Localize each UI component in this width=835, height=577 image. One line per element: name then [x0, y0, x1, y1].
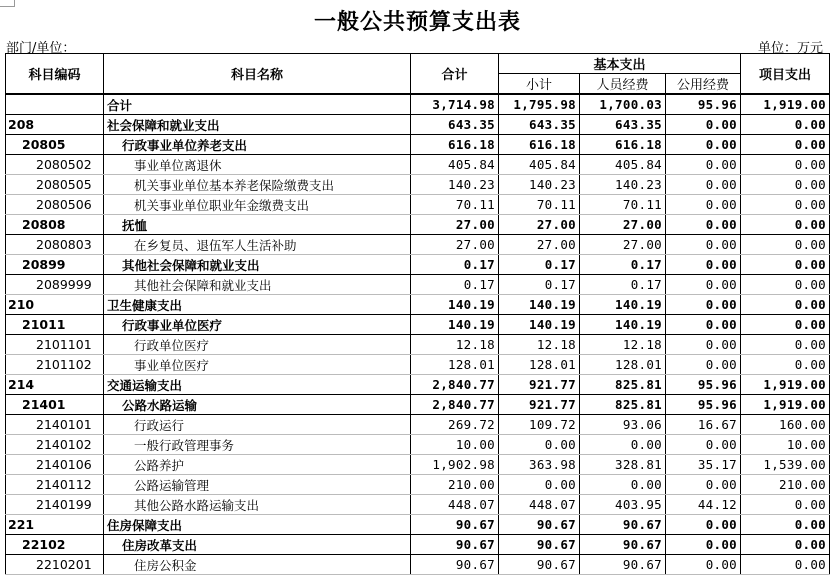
- cell-subtotal: 90.67: [499, 555, 580, 575]
- cell-public: 0.00: [666, 295, 741, 315]
- cell-name: 住房公积金: [104, 555, 411, 575]
- table-row[interactable]: [6, 255, 830, 275]
- cell-personnel: 90.67: [580, 555, 666, 575]
- cell-total: 140.19: [411, 315, 499, 335]
- cell-total: 269.72: [411, 415, 499, 435]
- cell-subtotal: 12.18: [499, 335, 580, 355]
- cell-public: 44.12: [666, 495, 741, 515]
- cell-personnel: 0.17: [580, 275, 666, 295]
- cell-subtotal: 27.00: [499, 215, 580, 235]
- cell-name: 其他社会保障和就业支出: [104, 275, 411, 295]
- cell-public: 0.00: [666, 175, 741, 195]
- cell-name: 事业单位离退休: [104, 155, 411, 175]
- table-row[interactable]: [6, 375, 830, 395]
- cell-total: 90.67: [411, 515, 499, 535]
- cell-subtotal: 921.77: [499, 395, 580, 415]
- cell-personnel: 403.95: [580, 495, 666, 515]
- cell-project: 0.00: [741, 115, 830, 135]
- cell-code: 221: [6, 515, 104, 535]
- table-row[interactable]: [6, 175, 830, 195]
- cell-project: 0.00: [741, 555, 830, 575]
- cell-code: 214: [6, 375, 104, 395]
- cell-subtotal: 405.84: [499, 155, 580, 175]
- table-row[interactable]: [6, 395, 830, 415]
- cell-code: 20899: [6, 255, 104, 275]
- cell-code: 2140112: [6, 475, 104, 495]
- cell-total: 27.00: [411, 215, 499, 235]
- cell-subtotal: 0.00: [499, 435, 580, 455]
- cell-personnel: 140.19: [580, 315, 666, 335]
- cell-name: 行政事业单位医疗: [104, 315, 411, 335]
- header-project: 项目支出: [741, 54, 830, 95]
- cell-subtotal: 90.67: [499, 535, 580, 555]
- cell-subtotal: 140.23: [499, 175, 580, 195]
- cell-personnel: 140.23: [580, 175, 666, 195]
- cell-subtotal: 140.19: [499, 295, 580, 315]
- cell-total: 12.18: [411, 335, 499, 355]
- cell-public: 0.00: [666, 155, 741, 175]
- cell-public: 0.00: [666, 315, 741, 335]
- cell-name: 住房保障支出: [104, 515, 411, 535]
- cell-public: 0.00: [666, 475, 741, 495]
- cell-code: 20805: [6, 135, 104, 155]
- cell-code: 2080803: [6, 235, 104, 255]
- cell-personnel: 93.06: [580, 415, 666, 435]
- cell-public: 0.00: [666, 275, 741, 295]
- cell-public: 0.00: [666, 535, 741, 555]
- cell-name: 社会保障和就业支出: [104, 115, 411, 135]
- cell-total: 643.35: [411, 115, 499, 135]
- table-body: [6, 94, 830, 575]
- cell-personnel: 27.00: [580, 215, 666, 235]
- cell-personnel: 140.19: [580, 295, 666, 315]
- cell-public: 0.00: [666, 255, 741, 275]
- cell-total: 2,840.77: [411, 395, 499, 415]
- cell-name: 在乡复员、退伍军人生活补助: [104, 235, 411, 255]
- cell-personnel: 1,700.03: [580, 94, 666, 115]
- cell-project: 0.00: [741, 255, 830, 275]
- header-basic: 基本支出: [499, 54, 741, 74]
- table-row[interactable]: [6, 435, 830, 455]
- cell-code: 2101101: [6, 335, 104, 355]
- cell-code: 2080502: [6, 155, 104, 175]
- table-row[interactable]: [6, 235, 830, 255]
- cell-public: 95.96: [666, 94, 741, 115]
- header-personnel: 人员经费: [580, 74, 666, 95]
- cell-subtotal: 109.72: [499, 415, 580, 435]
- cell-project: 0.00: [741, 515, 830, 535]
- cell-name: 公路水路运输: [104, 395, 411, 415]
- cell-personnel: 12.18: [580, 335, 666, 355]
- cell-subtotal: 0.00: [499, 475, 580, 495]
- header-subtotal: 小计: [499, 74, 580, 95]
- table-row[interactable]: [6, 535, 830, 555]
- cell-code: 210: [6, 295, 104, 315]
- cell-public: 0.00: [666, 215, 741, 235]
- cell-subtotal: 1,795.98: [499, 94, 580, 115]
- table-row[interactable]: [6, 135, 830, 155]
- cell-total: 0.17: [411, 255, 499, 275]
- cell-personnel: 825.81: [580, 375, 666, 395]
- cell-personnel: 128.01: [580, 355, 666, 375]
- cell-public: 0.00: [666, 195, 741, 215]
- table-row[interactable]: [6, 295, 830, 315]
- cell-subtotal: 90.67: [499, 515, 580, 535]
- cell-public: 0.00: [666, 115, 741, 135]
- table-row[interactable]: [6, 275, 830, 295]
- table-row[interactable]: [6, 415, 830, 435]
- table-row[interactable]: [6, 495, 830, 515]
- cell-name: 住房改革支出: [104, 535, 411, 555]
- unit-label: 单位：万元: [757, 41, 823, 56]
- cell-code: 2089999: [6, 275, 104, 295]
- header-total: 合计: [411, 54, 499, 95]
- cell-personnel: 405.84: [580, 155, 666, 175]
- cell-personnel: 825.81: [580, 395, 666, 415]
- cell-name: 其他公路水路运输支出: [104, 495, 411, 515]
- cell-code: 21401: [6, 395, 104, 415]
- table-header: [6, 54, 830, 95]
- cell-subtotal: 363.98: [499, 455, 580, 475]
- cell-subtotal: 0.17: [499, 255, 580, 275]
- cell-project: 0.00: [741, 535, 830, 555]
- cell-name: 行政单位医疗: [104, 335, 411, 355]
- cell-public: 0.00: [666, 515, 741, 535]
- cell-personnel: 616.18: [580, 135, 666, 155]
- cell-name: 其他社会保障和就业支出: [104, 255, 411, 275]
- cell-subtotal: 27.00: [499, 235, 580, 255]
- table-row[interactable]: [6, 155, 830, 175]
- cell-total: 210.00: [411, 475, 499, 495]
- cell-code: 20808: [6, 215, 104, 235]
- cell-name: 公路养护: [104, 455, 411, 475]
- cell-project: 0.00: [741, 235, 830, 255]
- cell-public: 0.00: [666, 555, 741, 575]
- cell-public: 16.67: [666, 415, 741, 435]
- cell-public: 95.96: [666, 395, 741, 415]
- cell-total: 405.84: [411, 155, 499, 175]
- table-row[interactable]: [6, 315, 830, 335]
- cell-personnel: 70.11: [580, 195, 666, 215]
- cell-code: 2140101: [6, 415, 104, 435]
- cell-project: 0.00: [741, 295, 830, 315]
- header-public: 公用经费: [666, 74, 741, 95]
- table-row[interactable]: [6, 195, 830, 215]
- cell-public: 95.96: [666, 375, 741, 395]
- cell-personnel: 643.35: [580, 115, 666, 135]
- cell-project: 1,539.00: [741, 455, 830, 475]
- cell-subtotal: 128.01: [499, 355, 580, 375]
- cell-code: [6, 94, 104, 115]
- cell-name: 合计: [104, 94, 411, 115]
- cell-subtotal: 616.18: [499, 135, 580, 155]
- cell-personnel: 0.17: [580, 255, 666, 275]
- cell-total: 90.67: [411, 535, 499, 555]
- cell-name: 一般行政管理事务: [104, 435, 411, 455]
- cell-subtotal: 921.77: [499, 375, 580, 395]
- cell-personnel: 90.67: [580, 535, 666, 555]
- cell-code: 2210201: [6, 555, 104, 575]
- cell-public: 35.17: [666, 455, 741, 475]
- cell-project: 160.00: [741, 415, 830, 435]
- cell-total: 2,840.77: [411, 375, 499, 395]
- cell-total: 128.01: [411, 355, 499, 375]
- table-row[interactable]: [6, 515, 830, 535]
- cell-public: 0.00: [666, 435, 741, 455]
- cell-public: 0.00: [666, 335, 741, 355]
- cell-code: 2140199: [6, 495, 104, 515]
- cell-project: 1,919.00: [741, 375, 830, 395]
- cell-code: 2101102: [6, 355, 104, 375]
- cell-project: 0.00: [741, 215, 830, 235]
- cell-project: 0.00: [741, 335, 830, 355]
- cell-personnel: 0.00: [580, 475, 666, 495]
- cell-name: 行政运行: [104, 415, 411, 435]
- cell-code: 2140106: [6, 455, 104, 475]
- cell-project: 0.00: [741, 195, 830, 215]
- header-name: 科目名称: [104, 54, 411, 95]
- cell-project: 0.00: [741, 315, 830, 335]
- table-row[interactable]: [6, 115, 830, 135]
- cell-total: 616.18: [411, 135, 499, 155]
- header-code: 科目编码: [6, 54, 104, 95]
- cell-subtotal: 140.19: [499, 315, 580, 335]
- cell-personnel: 90.67: [580, 515, 666, 535]
- cell-code: 21011: [6, 315, 104, 335]
- cell-public: 0.00: [666, 135, 741, 155]
- cell-subtotal: 643.35: [499, 115, 580, 135]
- cell-public: 0.00: [666, 235, 741, 255]
- cell-code: 2080506: [6, 195, 104, 215]
- cell-total: 140.19: [411, 295, 499, 315]
- cell-total: 10.00: [411, 435, 499, 455]
- cell-total: 448.07: [411, 495, 499, 515]
- table-row[interactable]: [6, 555, 830, 575]
- table-row[interactable]: [6, 94, 830, 115]
- cell-name: 行政事业单位养老支出: [104, 135, 411, 155]
- cell-name: 机关事业单位职业年金缴费支出: [104, 195, 411, 215]
- budget-table: [5, 53, 830, 575]
- cell-name: 卫生健康支出: [104, 295, 411, 315]
- cell-public: 0.00: [666, 355, 741, 375]
- table-row[interactable]: [6, 455, 830, 475]
- cell-code: 2080505: [6, 175, 104, 195]
- cell-total: 0.17: [411, 275, 499, 295]
- cell-name: 事业单位医疗: [104, 355, 411, 375]
- page-title: 一般公共预算支出表: [313, 9, 521, 35]
- table-row[interactable]: [6, 355, 830, 375]
- cell-project: 0.00: [741, 275, 830, 295]
- cell-total: 70.11: [411, 195, 499, 215]
- cell-name: 机关事业单位基本养老保险缴费支出: [104, 175, 411, 195]
- table-row[interactable]: [6, 475, 830, 495]
- cell-project: 1,919.00: [741, 395, 830, 415]
- cell-personnel: 0.00: [580, 435, 666, 455]
- table-row[interactable]: [6, 215, 830, 235]
- cell-project: 210.00: [741, 475, 830, 495]
- cell-project: 0.00: [741, 495, 830, 515]
- cell-name: 公路运输管理: [104, 475, 411, 495]
- cell-personnel: 328.81: [580, 455, 666, 475]
- cell-code: 2140102: [6, 435, 104, 455]
- cell-personnel: 27.00: [580, 235, 666, 255]
- cell-project: 0.00: [741, 355, 830, 375]
- cell-total: 1,902.98: [411, 455, 499, 475]
- cell-total: 90.67: [411, 555, 499, 575]
- cell-subtotal: 448.07: [499, 495, 580, 515]
- cell-total: 3,714.98: [411, 94, 499, 115]
- cell-project: 0.00: [741, 175, 830, 195]
- cell-name: 交通运输支出: [104, 375, 411, 395]
- table-row[interactable]: [6, 335, 830, 355]
- department-label: 部门/单位：: [6, 41, 76, 56]
- cell-project: 0.00: [741, 155, 830, 175]
- cell-code: 22102: [6, 535, 104, 555]
- cell-name: 抚恤: [104, 215, 411, 235]
- cell-code: 208: [6, 115, 104, 135]
- cell-project: 10.00: [741, 435, 830, 455]
- cell-total: 27.00: [411, 235, 499, 255]
- cell-project: 0.00: [741, 135, 830, 155]
- cell-project: 1,919.00: [741, 94, 830, 115]
- cell-total: 140.23: [411, 175, 499, 195]
- cell-subtotal: 0.17: [499, 275, 580, 295]
- cell-subtotal: 70.11: [499, 195, 580, 215]
